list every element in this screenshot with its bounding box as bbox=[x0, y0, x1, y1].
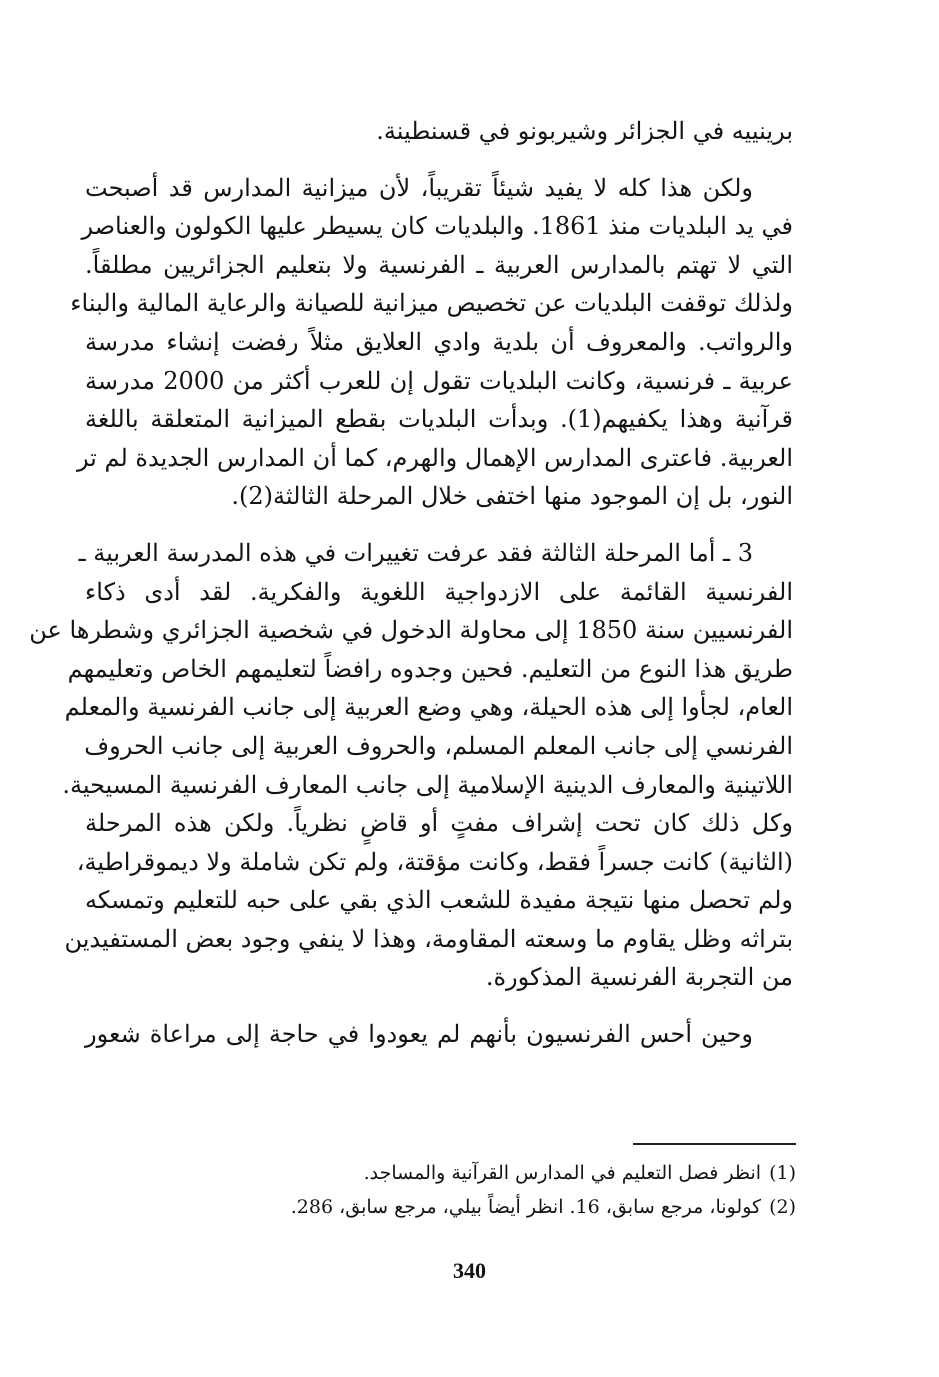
text-line: (الثانية) كانت جسراً فقط، وكانت مؤقتة، ولم تكن شاملة ولا ديموقراطية، bbox=[76, 847, 793, 876]
text-line: ولذلك توقفت البلديات عن تخصيص ميزانية للصيانة والرعاية المالية والبناء bbox=[70, 289, 793, 318]
footnote-divider bbox=[633, 1143, 796, 1145]
footnote-2 bbox=[140, 1190, 796, 1224]
text-line: النور، بل إن الموجود منها اختفى خلال المرحلة الثالثة(2). bbox=[231, 482, 793, 511]
paragraph-1 bbox=[85, 112, 793, 151]
paragraph-2 bbox=[70, 169, 793, 516]
text-line: طريق هذا النوع من التعليم. فحين وجدوه رافضاً لتعليمهم الخاص وتعليمهم bbox=[67, 654, 793, 683]
text-line: والرواتب. والمعروف أن بلدية وادي العلايق مثلاً رفضت إنشاء مدرسة bbox=[85, 327, 793, 356]
text-line: العربية. فاعترى المدارس الإهمال والهرم، كما أن المدارس الجديدة لم تر bbox=[76, 443, 793, 472]
text-line: وحين أحس الفرنسيون بأنهم لم يعودوا في حاجة إلى مراعاة شعور bbox=[85, 1020, 753, 1049]
footnote-number: (1) bbox=[769, 1162, 796, 1184]
text-line: قرآنية وهذا يكفيهم(1). وبدأت البلديات بقطع الميزانية المتعلقة باللغة bbox=[85, 405, 793, 434]
main-text bbox=[29, 112, 793, 1054]
paragraph-3 bbox=[29, 534, 793, 997]
text-line: التي لا تهتم بالمدارس العربية ـ الفرنسية ولا بتعليم الجزائريين مطلقاً. bbox=[85, 250, 793, 279]
text-line: ولم تحصل منها نتيجة مفيدة للشعب الذي بقي على حبه للتعليم وتمسكه bbox=[85, 886, 793, 915]
footnote-text: انظر فصل التعليم في المدارس القرآنية والمساجد. bbox=[363, 1162, 762, 1184]
footnote-text: كولونا، مرجع سابق، 16. انظر أيضاً بيلي، مرجع سابق، 286. bbox=[290, 1196, 762, 1218]
text-line: بتراثه وظل يقاوم ما وسعته المقاومة، وهذا لا ينفي وجود بعض المستفيدين bbox=[64, 924, 793, 953]
text-line: من التجربة الفرنسية المذكورة. bbox=[485, 963, 793, 992]
text-line: وكل ذلك كان تحت إشراف مفتٍ أو قاضٍ نظرياً. ولكن هذه المرحلة bbox=[85, 809, 793, 838]
paragraph-4 bbox=[85, 1015, 793, 1054]
text-line: الفرنسيين سنة 1850 إلى محاولة الدخول في شخصية الجزائري وشطرها عن bbox=[29, 616, 793, 645]
footnotes bbox=[140, 1156, 796, 1224]
text-line: اللاتينية والمعارف الدينية الإسلامية إلى جانب المعارف الفرنسية المسيحية. bbox=[62, 770, 793, 799]
text-line: الفرنسية القائمة على الازدواجية اللغوية والفكرية. لقد أدى ذكاء bbox=[85, 577, 793, 606]
text-line: الفرنسي إلى جانب المعلم المسلم، والحروف العربية إلى جانب الحروف bbox=[84, 731, 793, 760]
page-number: 340 bbox=[453, 1258, 486, 1283]
footnote-number: (2) bbox=[769, 1196, 796, 1218]
text-line: 3 ـ أما المرحلة الثالثة فقد عرفت تغييرات في هذه المدرسة العربية ـ bbox=[78, 538, 753, 567]
text-line: برينييه في الجزائر وشيربونو في قسنطينة. bbox=[376, 117, 793, 145]
text-line: العام، لجأوا إلى هذه الحيلة، وهي وضع العربية إلى جانب الفرنسية والمعلم bbox=[64, 693, 793, 722]
text-line: ولكن هذا كله لا يفيد شيئاً تقريباً، لأن ميزانية المدارس قد أصبحت bbox=[85, 173, 753, 202]
text-line: عربية ـ فرنسية، وكانت البلديات تقول إن للعرب أكثر من 2000 مدرسة bbox=[85, 366, 793, 395]
text-line: في يد البلديات منذ 1861. والبلديات كان يسيطر عليها الكولون والعناصر bbox=[81, 212, 793, 241]
footnote-1 bbox=[140, 1156, 796, 1190]
